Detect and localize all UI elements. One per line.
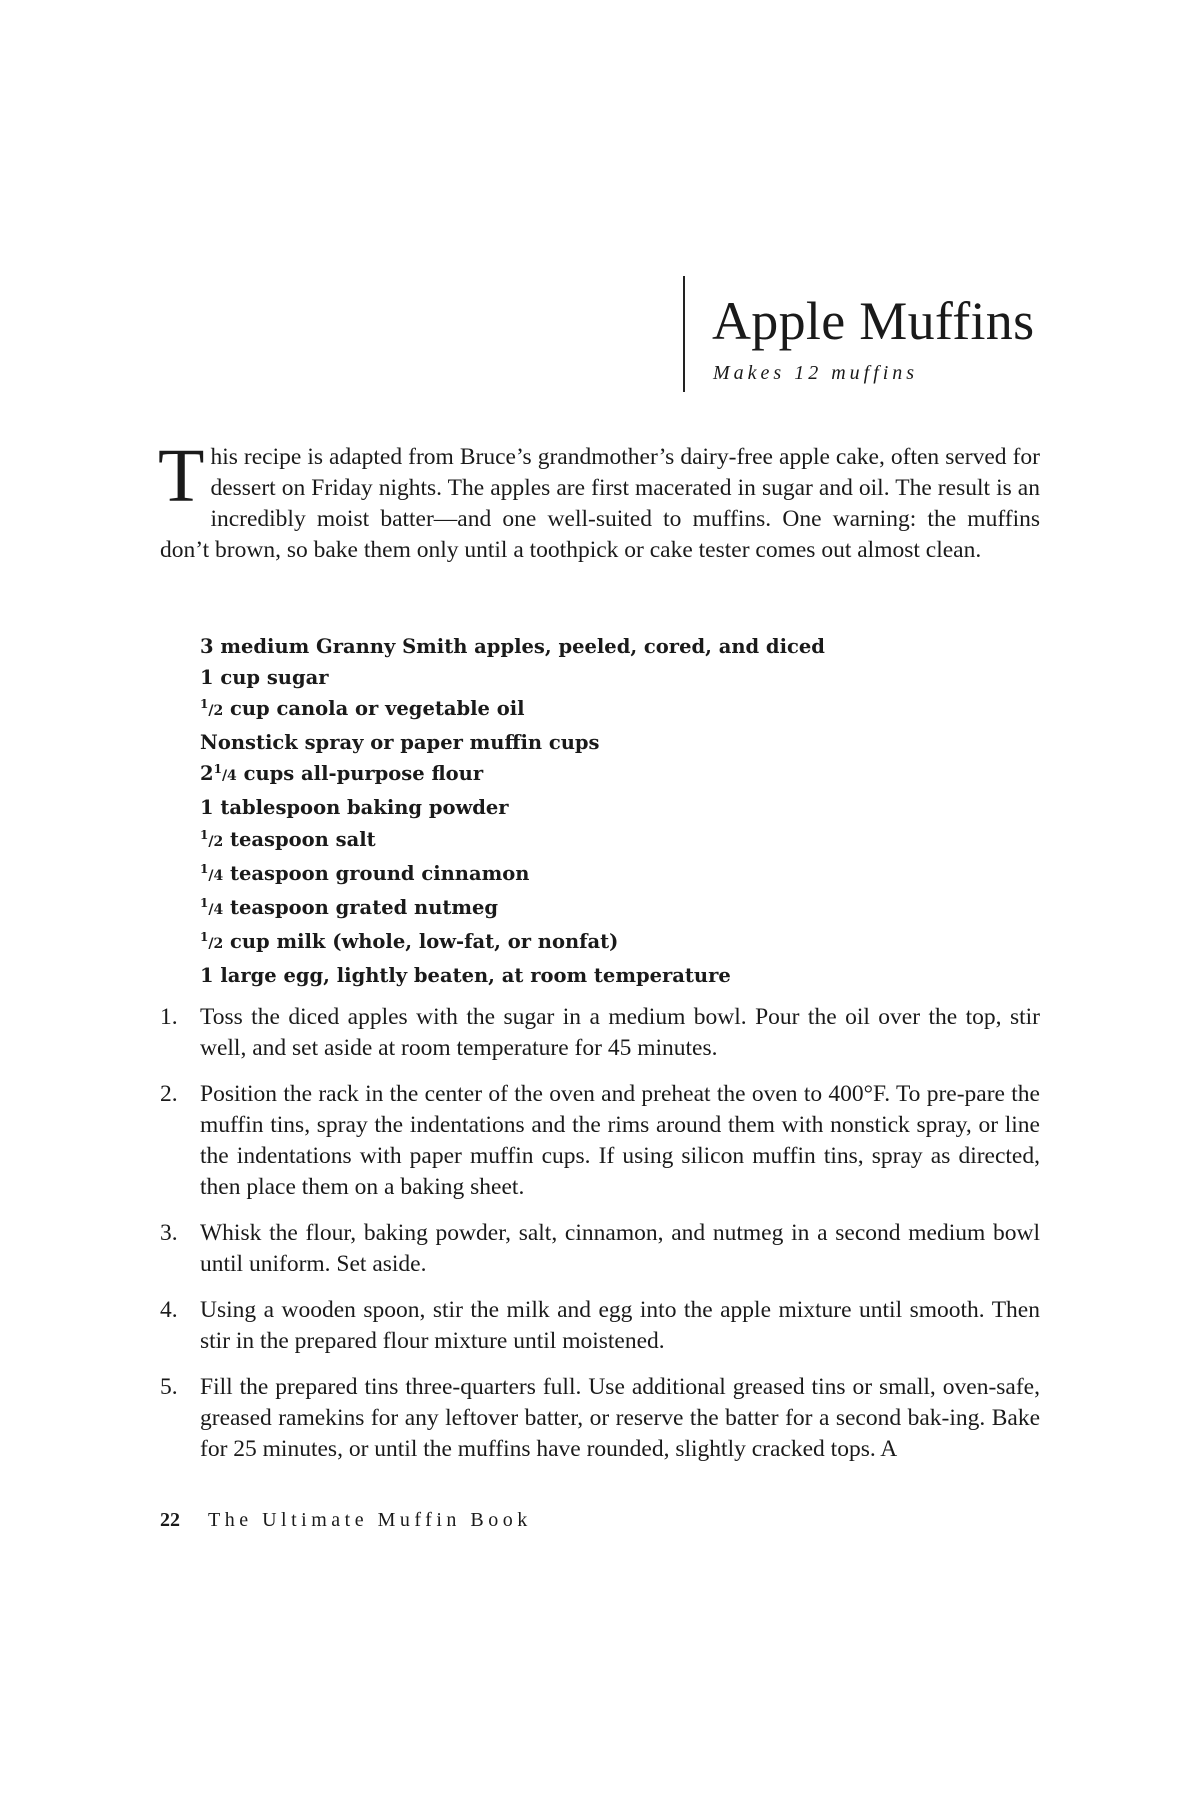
step-text: Position the rack in the center of the oven and preheat the oven to 400°F. To pre-pare the muffin tins, spray the indentations and the rims around them with nonstick spray, or line the indentations with paper muffin cups. If using silicon muffin tins, spray as directed, then place them on a baking sheet.: [200, 1081, 1040, 1200]
instruction-step: [160, 1079, 1040, 1203]
running-title: The Ultimate Muffin Book: [208, 1509, 532, 1531]
ingredient-item: [200, 693, 1000, 727]
ingredient-text: 1 cup sugar: [200, 666, 329, 690]
ingredient-text: cups all-purpose flour: [236, 762, 484, 786]
instruction-step: [160, 1295, 1040, 1357]
instruction-steps: [160, 1002, 1040, 1480]
ingredient-text: cup milk (whole, low-fat, or nonfat): [223, 929, 619, 953]
ingredient-text: teaspoon salt: [223, 827, 376, 851]
ingredient-item: [200, 960, 1000, 991]
ingredient-text: Nonstick spray or paper muffin cups: [200, 731, 600, 755]
instruction-step: [160, 1218, 1040, 1280]
ingredient-text: teaspoon grated nutmeg: [223, 895, 499, 919]
page-footer: [160, 1510, 532, 1530]
ingredient-text: teaspoon ground cinnamon: [223, 861, 530, 885]
fraction-numerator: 1: [200, 895, 209, 910]
fraction-numerator: 1: [200, 827, 209, 842]
ingredient-item: [200, 892, 1000, 926]
title-block: [683, 276, 1045, 392]
ingredient-list: [200, 631, 1000, 991]
recipe-yield: Makes 12 muffins: [713, 362, 919, 384]
step-text: Using a wooden spoon, stir the milk and egg into the apple mixture until smooth. Then stir in the prepared flour mixture until moistened.: [200, 1297, 1040, 1354]
fraction-numerator: 1: [200, 929, 209, 944]
drop-cap: T: [158, 434, 205, 518]
step-number: 1.: [160, 1004, 178, 1030]
step-text: Toss the diced apples with the sugar in a medium bowl. Pour the oil over the top, stir well, and set aside at room temperature for 45 minutes.: [200, 1004, 1040, 1061]
ingredient-item: [200, 631, 1000, 662]
fraction-denominator: /4: [208, 901, 224, 918]
ingredient-item: [200, 926, 1000, 960]
ingredient-text: 1 large egg, lightly beaten, at room temperature: [200, 963, 731, 987]
step-number: 2.: [160, 1081, 178, 1107]
ingredient-text: 1 tablespoon baking powder: [200, 796, 509, 820]
fraction-denominator: /2: [208, 935, 224, 952]
ingredient-text: cup canola or vegetable oil: [223, 697, 525, 721]
fraction-numerator: 1: [200, 861, 209, 876]
step-number: 3.: [160, 1220, 178, 1246]
intro-paragraph: [158, 434, 1040, 566]
ingredient-whole-number: 2: [200, 762, 214, 786]
fraction-denominator: /2: [208, 703, 224, 720]
ingredient-item: [200, 758, 1000, 792]
fraction-denominator: /2: [208, 833, 224, 850]
fraction-denominator: /4: [221, 768, 237, 785]
step-text: Whisk the flour, baking powder, salt, cinnamon, and nutmeg in a second medium bowl until uniform. Set aside.: [200, 1220, 1040, 1277]
page-number: 22: [160, 1509, 180, 1531]
instruction-step: [160, 1372, 1040, 1465]
ingredient-item: [200, 662, 1000, 693]
fraction-denominator: /4: [208, 867, 224, 884]
intro-text: his recipe is adapted from Bruce’s grandmother’s dairy-free apple cake, often served for dessert on Friday nights. The apples are first macerated in sugar and oil. The result is an incredibly moist batter—and one well-suited to muffins. One warning: the muffins don’t brown, so bake them only until a toothpick or cake tester comes out almost clean.: [160, 444, 1040, 563]
ingredient-item: [200, 792, 1000, 823]
ingredient-item: [200, 727, 1000, 758]
recipe-title: Apple Muffins: [712, 291, 1035, 351]
step-number: 5.: [160, 1374, 178, 1400]
fraction-numerator: 1: [200, 697, 209, 712]
instruction-step: [160, 1002, 1040, 1064]
ingredient-item: [200, 824, 1000, 858]
ingredient-text: 3 medium Granny Smith apples, peeled, cored, and diced: [200, 635, 825, 658]
step-text: Fill the prepared tins three-quarters full. Use additional greased tins or small, oven-safe, greased ramekins for any leftover batter, or reserve the batter for a second bak-ing. Bake for 25 minutes, or until the muffins have rounded, slightly cracked tops. A: [200, 1374, 1040, 1462]
step-number: 4.: [160, 1297, 178, 1323]
ingredient-item: [200, 858, 1000, 892]
fraction-numerator: 1: [213, 762, 222, 777]
